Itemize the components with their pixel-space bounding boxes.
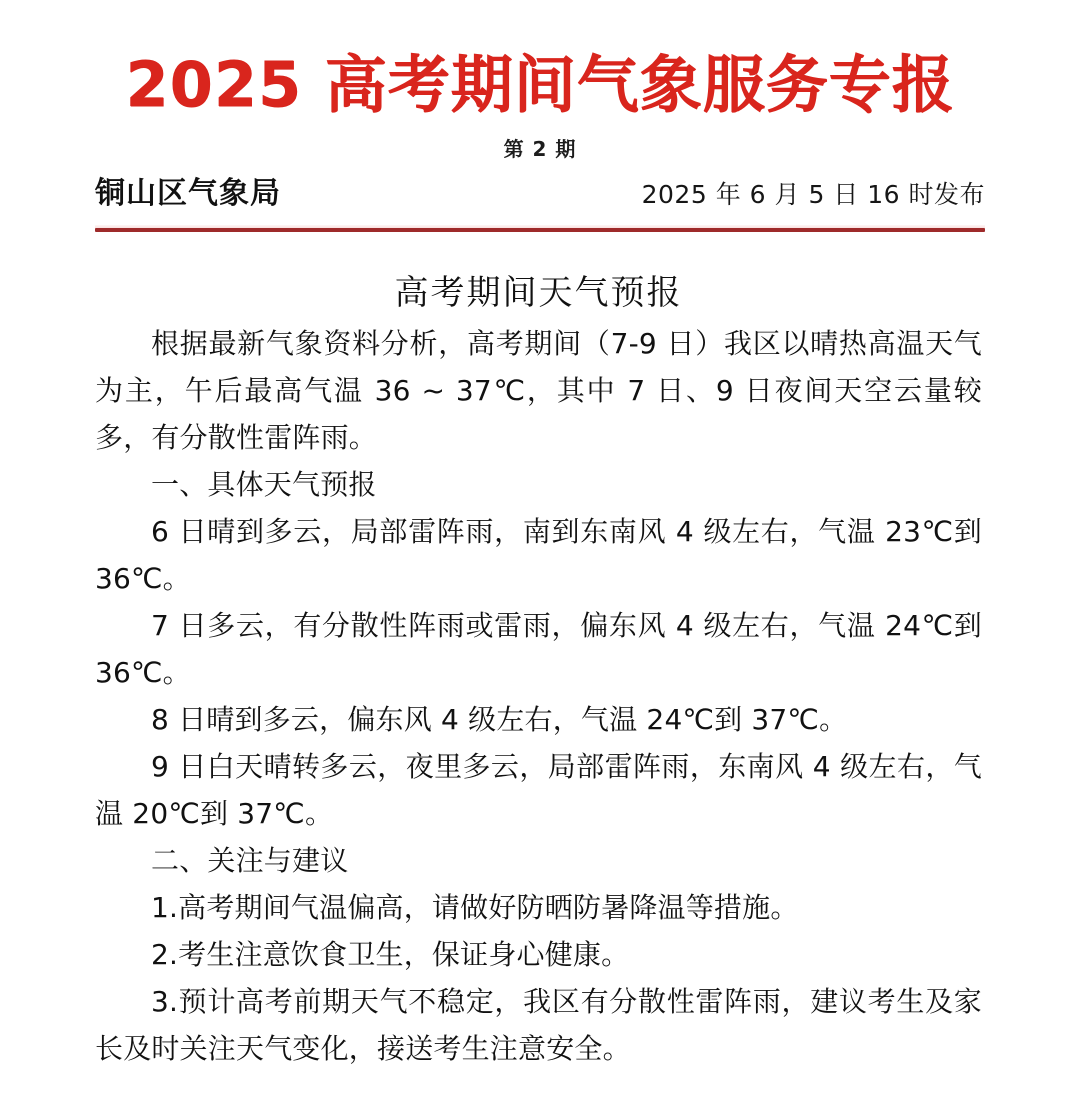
- divider-rule: [95, 228, 985, 232]
- section-one-heading: 一、具体天气预报: [151, 467, 377, 501]
- recommendation-2: 2.考生注意饮食卫生，保证身心健康。: [151, 937, 630, 971]
- publish-date: 2025 年 6 月 5 日 16 时发布: [641, 179, 985, 209]
- header-divider: [95, 225, 985, 232]
- issue-number: 第 2 期: [503, 136, 577, 161]
- daily-forecast-day8: 8 日晴到多云，偏东风 4 级左右，气温 24℃到 37℃。: [151, 702, 848, 736]
- daily-forecast-day6: 6 日晴到多云，局部雷阵雨，南到东南风 4 级左右，气温 23℃到 36℃。: [95, 514, 982, 595]
- daily-forecast-day7: 7 日多云，有分散性阵雨或雷雨，偏东风 4 级左右，气温 24℃到 36℃。: [95, 608, 982, 689]
- section-two-heading: 二、关注与建议: [151, 843, 349, 877]
- issuing-bureau: 铜山区气象局: [95, 175, 281, 211]
- masthead-meta-row: [95, 162, 985, 212]
- recommendation-1: 1.高考期间气温偏高，请做好防晒防暑降温等措施。: [151, 890, 799, 924]
- forecast-section-title: 高考期间天气预报: [394, 272, 683, 313]
- daily-forecast-day9: 9 日白天晴转多云，夜里多云，局部雷阵雨，东南风 4 级左右，气温 20℃到 37℃。: [95, 749, 982, 830]
- main-title: 2025 高考期间气象服务专报: [125, 48, 955, 121]
- intro-paragraph: 根据最新气象资料分析，高考期间（7-9 日）我区以晴热高温天气为主，午后最高气温 36 ~ 37℃，其中 7 日、9 日夜间天空云量较多，有分散性雷阵雨。: [95, 326, 982, 454]
- recommendation-3: 3.预计高考前期天气不稳定，我区有分散性雷阵雨，建议考生及家长及时关注天气变化，接送考生注意安全。: [95, 984, 982, 1065]
- masthead: [0, 0, 1080, 212]
- document-body: [0, 232, 1080, 1072]
